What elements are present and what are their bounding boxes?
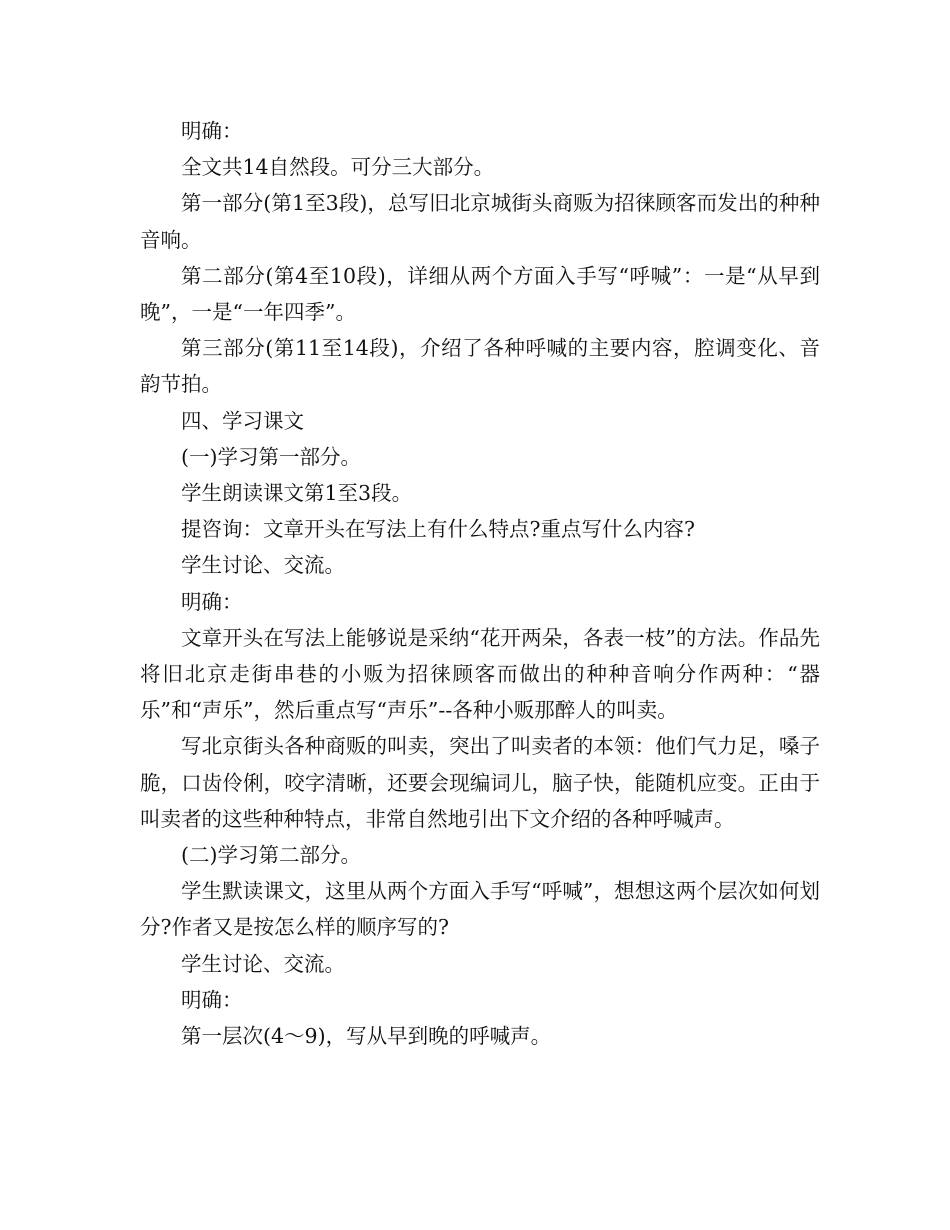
paragraph-first-level: 第一层次(4～9)，写从早到晚的呼喊声。 [181,1024,552,1049]
paragraph-silent-reading: 学生默读课文，这里从两个方面入手写“呼喊”，想想这两个层次如何划分?作者又是按怎么样的顺序写的? [140,879,820,940]
subheading-study-part-one: (一)学习第一部分。 [181,444,361,469]
subheading-study-part-two: (二)学习第二部分。 [181,843,361,868]
paragraph-read-aloud: 学生朗读课文第1至3段。 [181,481,413,506]
paragraph-part-three: 第三部分(第11至14段)，介绍了各种呼喊的主要内容，腔调变化、音韵节拍。 [140,336,820,397]
paragraph-opening-method: 文章开头在写法上能够说是采纳“花开两朵，各表一枝”的方法。作品先将旧北京走街串巷的小贩为招徕顾客而做出的种种音响分作两种：“器乐”和“声乐”，然后重点写“声乐”--各种小贩那醉人的叫卖。 [140,625,820,723]
paragraph-discussion-2: 学生讨论、交流。 [181,951,345,976]
document-body [140,113,820,1054]
paragraph-clarify-2: 明确： [181,589,243,614]
paragraph-part-one: 第一部分(第1至3段)，总写旧北京城街头商贩为招徕顾客而发出的种种音响。 [140,191,820,252]
paragraph-vendor-skills: 写北京街头各种商贩的叫卖，突出了叫卖者的本领：他们气力足，嗓子脆，口齿伶俐，咬字清晰，还要会现编词儿，脑子快，能随机应变。正由于叫卖者的这些种种特点，非常自然地引出下文介绍的各种呼喊声。 [140,734,820,831]
paragraph-question: 提咨询：文章开头在写法上有什么特点?重点写什么内容? [181,517,695,542]
section-heading-study-text: 四、学习课文 [181,408,304,433]
paragraph-total-sections: 全文共14自然段。可分三大部分。 [181,155,495,180]
paragraph-clarify-3: 明确： [181,987,243,1012]
paragraph-discussion-1: 学生讨论、交流。 [181,553,345,578]
paragraph-clarify-1: 明确： [181,119,243,143]
paragraph-part-two: 第二部分(第4至10段)，详细从两个方面入手写“呼喊”：一是“从早到晚”，一是“一年四季”。 [140,263,820,325]
